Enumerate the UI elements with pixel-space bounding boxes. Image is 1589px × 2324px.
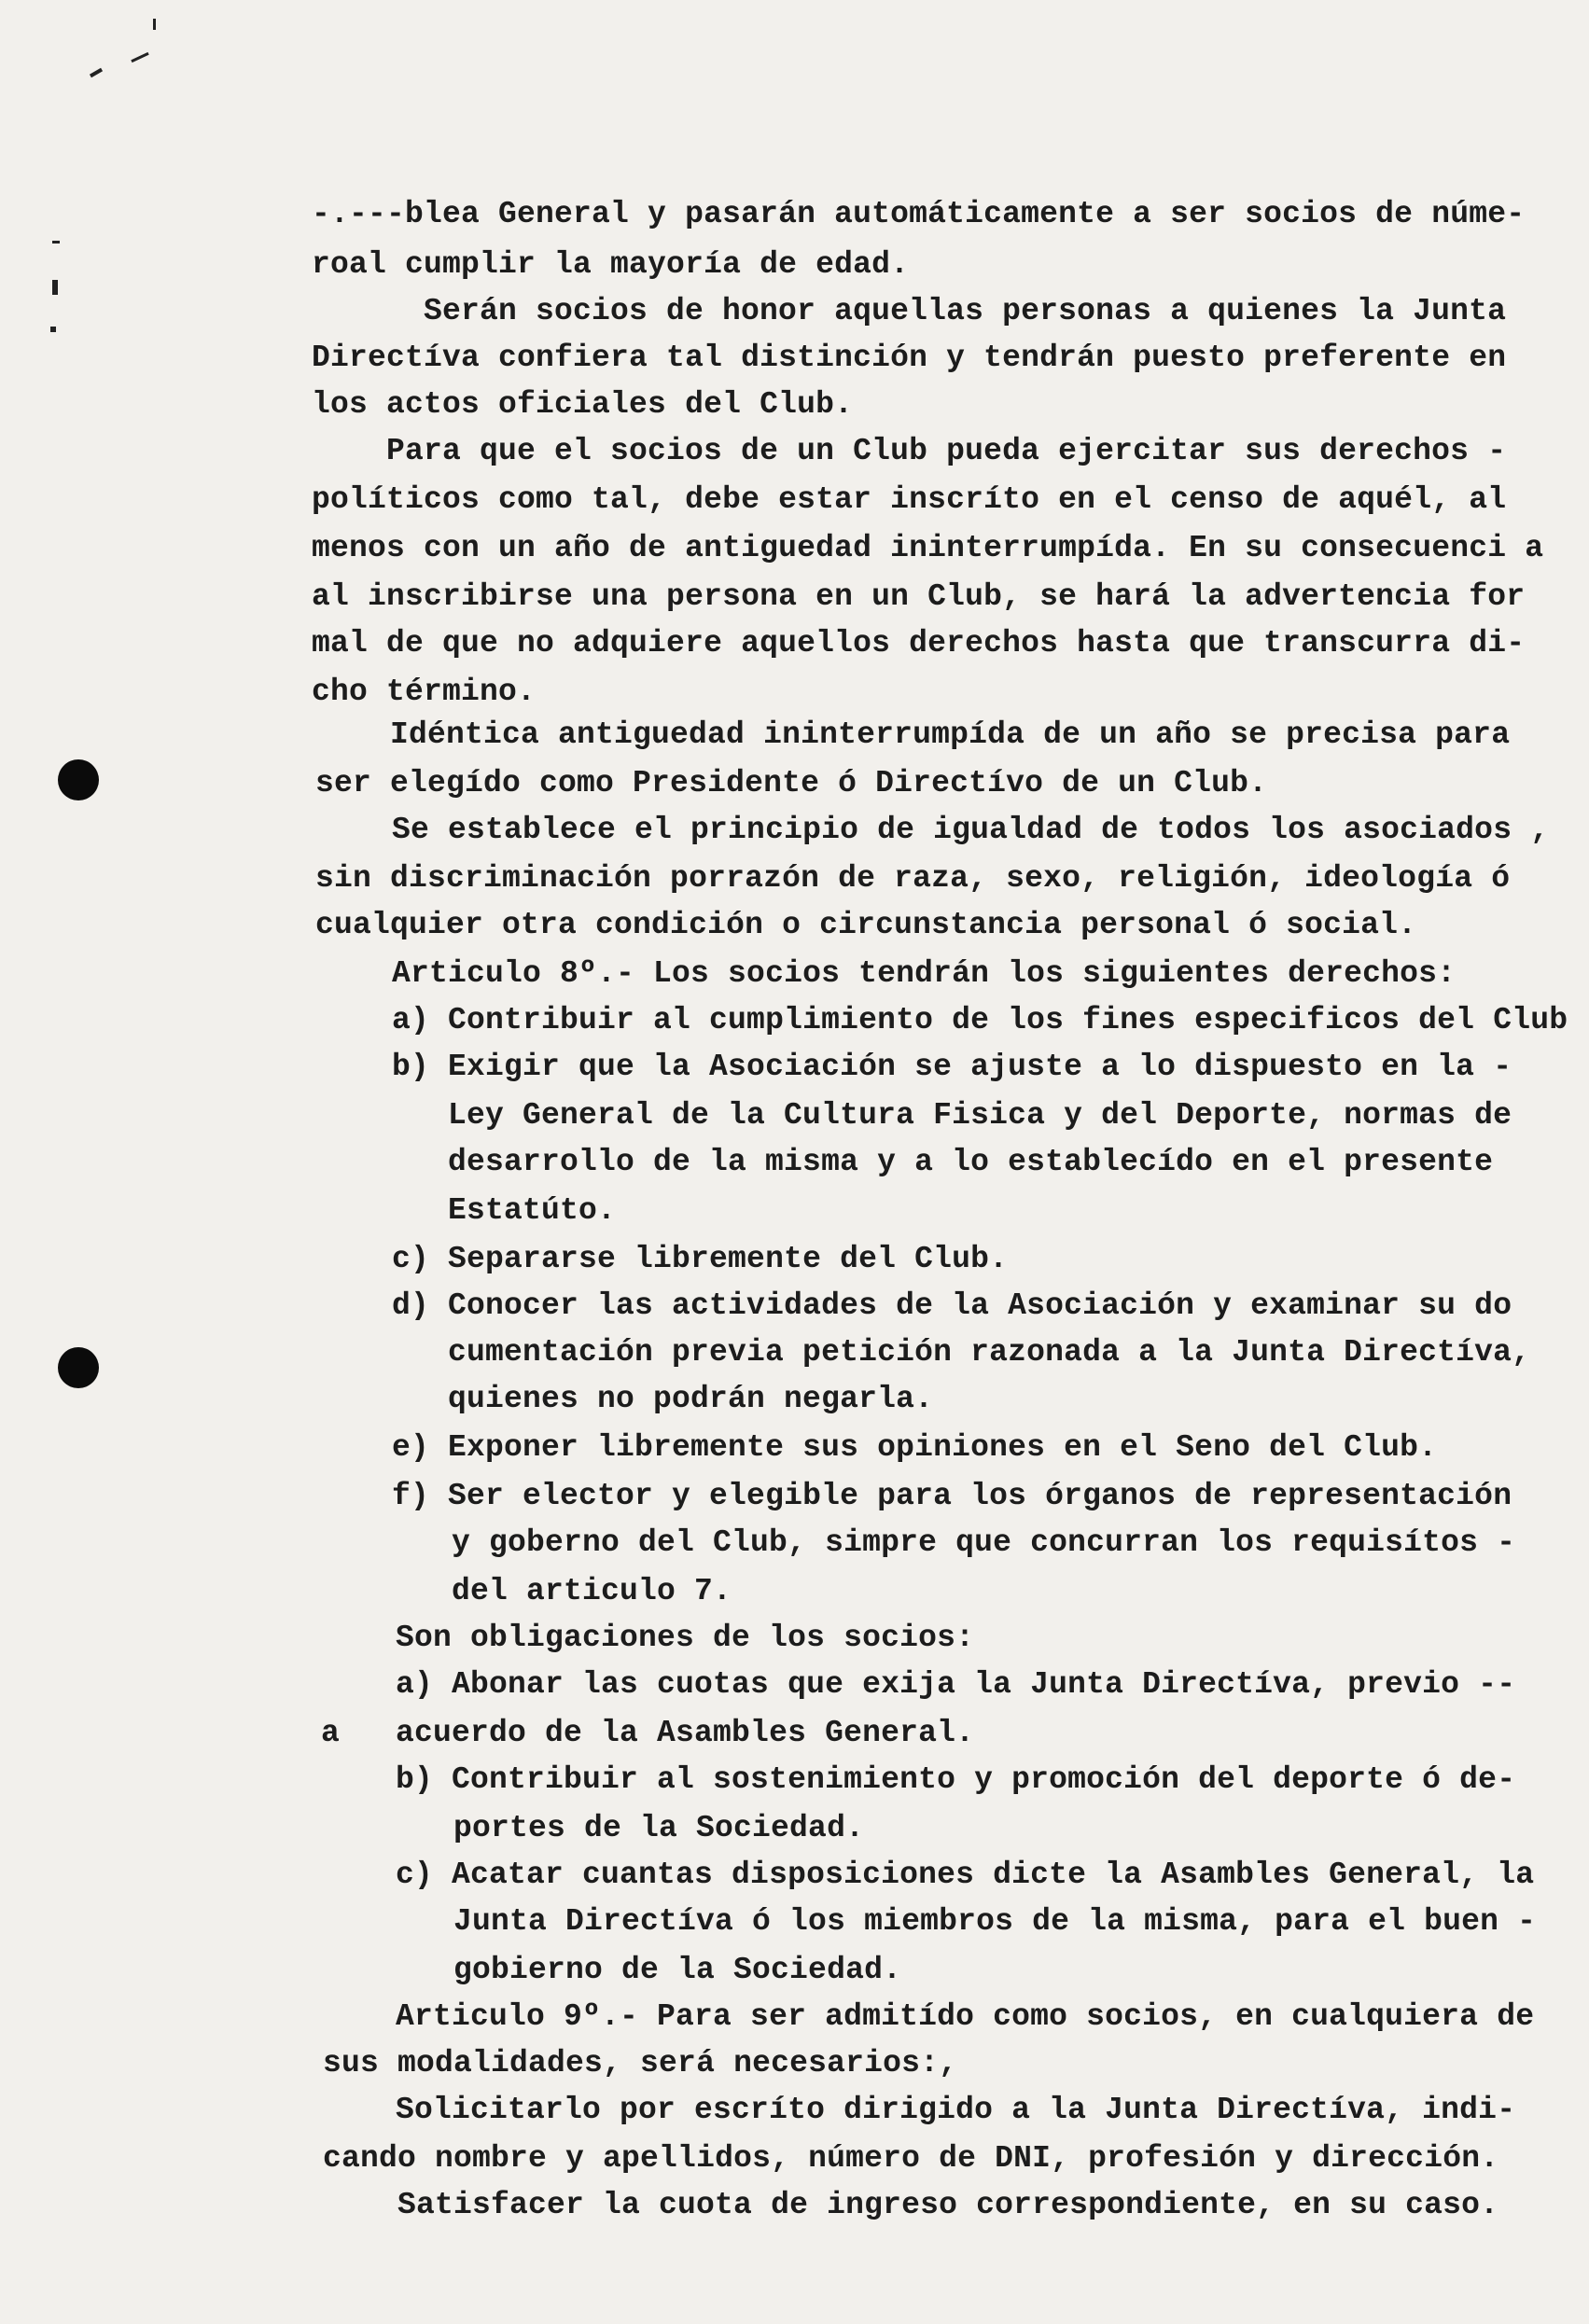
text-line: roal cumplir la mayoría de edad. [312,247,910,282]
text-line: mal de que no adquiere aquellos derechos hasta que transcurra di- [312,626,1526,661]
margin-mark-1 [90,68,103,77]
text-line: Solicitarlo por escríto dirigido a la Junta Directíva, indi- [396,2093,1516,2127]
margin-mark-3 [153,19,156,30]
text-line: políticos como tal, debe estar inscríto en el censo de aquél, al [312,482,1507,517]
text-line: Satisfacer la cuota de ingreso correspondiente, en su caso. [397,2188,1499,2222]
list-item: d) Conocer las actividades de la Asociación y examinar su do [392,1288,1512,1323]
text-line: del articulo 7. [452,1574,732,1608]
text-line: -.---blea General y pasarán automáticamente a ser socios de núme- [312,197,1526,231]
list-item: a) Contribuir al cumplimiento de los fines especificos del Club [392,1003,1568,1037]
list-item: c) Separarse libremente del Club. [392,1242,1009,1276]
text-line: cualquier otra condición o circunstancia personal ó social. [315,908,1417,942]
text-line: acuerdo de la Asambles General. [396,1716,975,1750]
text-line: menos con un año de antiguedad ininterrumpída. En su consecuenci a [312,531,1544,565]
text-line: Junta Directíva ó los miembros de la misma, para el buen - [453,1904,1537,1939]
text-line: gobierno de la Sociedad. [453,1953,902,1987]
punch-hole-lower [58,1347,99,1388]
text-line: y goberno del Club, simpre que concurran los requisítos - [452,1525,1516,1560]
text-line: al inscribirse una persona en un Club, se hará la advertencia for [312,579,1526,614]
text-line: Estatúto. [448,1193,617,1228]
margin-mark-2 [131,52,148,63]
margin-mark-6 [50,327,56,332]
list-item: f) Ser elector y elegible para los órganos de representación [392,1479,1512,1513]
list-item: b) Exigir que la Asociación se ajuste a lo dispuesto en la - [392,1050,1512,1084]
text-line: Serán socios de honor aquellas personas a quienes la Junta [424,294,1507,328]
text-line: quienes no podrán negarla. [448,1382,934,1416]
list-item: c) Acatar cuantas disposiciones dicte la Asambles General, la [396,1858,1535,1892]
article-8-heading: Articulo 8º.- Los socios tendrán los siguientes derechos: [392,956,1457,991]
punch-hole-upper [58,759,99,800]
text-line: los actos oficiales del Club. [312,387,854,422]
text-line: Directíva confiera tal distinción y tendrán puesto preferente en [312,341,1507,375]
list-item: e) Exponer libremente sus opiniones en el Seno del Club. [392,1430,1438,1465]
text-line: cumentación previa petición razonada a la Junta Directíva, [448,1335,1531,1370]
text-line: Ley General de la Cultura Fisica y del Deporte, normas de [448,1098,1512,1133]
article-9-heading: Articulo 9º.- Para ser admitído como socios, en cualquiera de [396,1999,1535,2034]
text-line: portes de la Sociedad. [453,1811,865,1845]
list-item: a) Abonar las cuotas que exija la Junta Directíva, previo -- [396,1667,1516,1702]
text-line: desarrollo de la misma y a lo establecído en el presente [448,1145,1494,1179]
text-line: ser elegído como Presidente ó Directívo de un Club. [315,766,1268,800]
text-line: Para que el socios de un Club pueda ejercitar sus derechos - [386,434,1507,468]
margin-mark-5 [52,280,58,295]
obligations-heading: Son obligaciones de los socios: [396,1621,975,1655]
text-line: Idéntica antiguedad ininterrumpída de un año se precisa para [390,717,1511,752]
text-line: sin discriminación porrazón de raza, sexo, religión, ideología ó [315,861,1511,896]
text-line: cando nombre y apellidos, número de DNI, profesión y dirección. [323,2141,1499,2176]
list-item: b) Contribuir al sostenimiento y promoción del deporte ó de- [396,1762,1516,1797]
text-line: cho término. [312,675,537,709]
text-line: sus modalidades, será necesarios:, [323,2046,958,2080]
margin-letter: a [321,1716,341,1750]
text-line: Se establece el principio de igualdad de todos los asociados , [392,813,1550,847]
margin-mark-4 [52,241,60,244]
